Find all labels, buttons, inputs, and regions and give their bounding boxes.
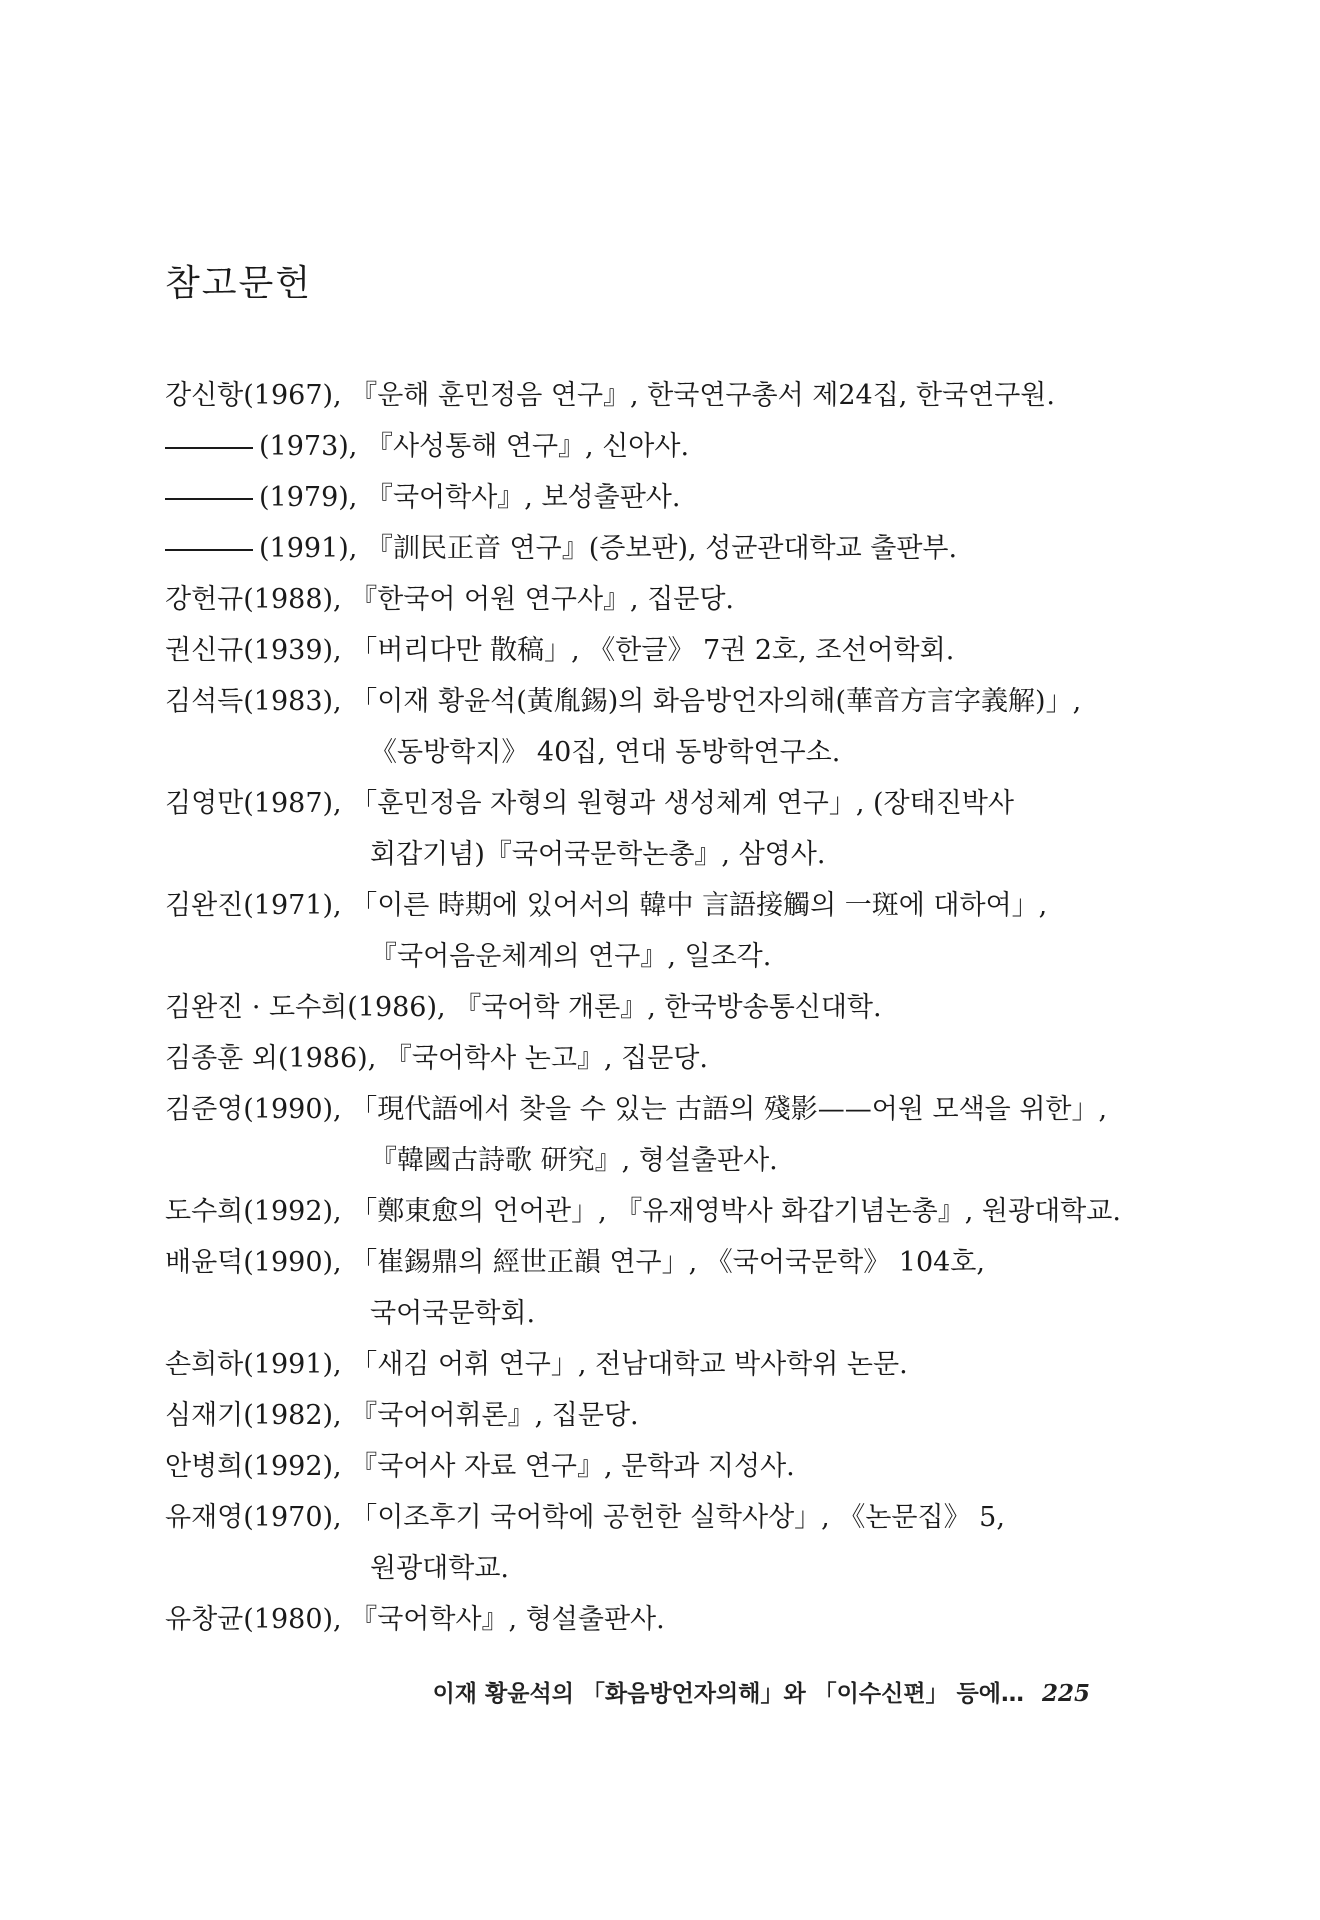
- reference-author-year: (1973),: [259, 431, 358, 462]
- reference-text: 『국어학사 논고』, 집문당.: [384, 1043, 708, 1074]
- reference-text: 『운해 훈민정음 연구』, 한국연구총서 제24집, 한국연구원.: [350, 380, 1055, 411]
- ditto-dash: [165, 447, 253, 449]
- reference-entry: [165, 523, 1125, 574]
- reference-text: 「이조후기 국어학에 공헌한 실학사상」, 《논문집》 5, 원광대학교.: [350, 1502, 1005, 1584]
- reference-entry: [165, 421, 1125, 472]
- reference-entry: [165, 1441, 1125, 1492]
- reference-text: 『사성통해 연구』, 신아사.: [365, 431, 690, 462]
- reference-text: 「鄭東愈의 언어관」, 『유재영박사 화갑기념논총』, 원광대학교.: [350, 1196, 1121, 1227]
- reference-author-year: (1979),: [259, 482, 358, 513]
- reference-text: 「훈민정음 자형의 원형과 생성체계 연구」, (장태진박사 회갑기념)『국어국문학논총』, 삼영사.: [350, 788, 1014, 870]
- reference-entry: [165, 1237, 1125, 1339]
- reference-text: 「이재 황윤석(黃胤錫)의 화음방언자의해(華音方言字義解)」, 《동방학지》 40집, 연대 동방학연구소.: [350, 686, 1082, 768]
- reference-entry: [165, 1084, 1125, 1186]
- reference-text: 「現代語에서 찾을 수 있는 古語의 殘影——어원 모색을 위한」, 『韓國古詩歌 研究』, 형설출판사.: [350, 1094, 1108, 1176]
- reference-author-year: 안병희(1992),: [165, 1451, 342, 1482]
- reference-list: [165, 370, 1125, 1645]
- reference-text: 『국어학사』, 형설출판사.: [350, 1604, 665, 1635]
- reference-author-year: 심재기(1982),: [165, 1400, 342, 1431]
- reference-author-year: 김준영(1990),: [165, 1094, 342, 1125]
- reference-text: 『국어어휘론』, 집문당.: [350, 1400, 639, 1431]
- reference-entry: [165, 1033, 1125, 1084]
- reference-text: 『국어학 개론』, 한국방송통신대학.: [454, 992, 882, 1023]
- reference-author-year: 유창균(1980),: [165, 1604, 342, 1635]
- reference-entry: [165, 1492, 1125, 1594]
- reference-author-year: 도수희(1992),: [165, 1196, 342, 1227]
- reference-text: 「버리다만 散稿」, 《한글》 7권 2호, 조선어학회.: [350, 635, 955, 666]
- reference-author-year: 배윤덕(1990),: [165, 1247, 342, 1278]
- reference-entry: [165, 370, 1125, 421]
- reference-text: 『국어학사』, 보성출판사.: [365, 482, 681, 513]
- reference-entry: [165, 1339, 1125, 1390]
- page-number: 225: [1041, 1680, 1090, 1707]
- reference-author-year: 강헌규(1988),: [165, 584, 342, 615]
- reference-author-year: 유재영(1970),: [165, 1502, 342, 1533]
- reference-author-year: 권신규(1939),: [165, 635, 342, 666]
- reference-entry: [165, 982, 1125, 1033]
- reference-entry: [165, 1390, 1125, 1441]
- reference-author-year: (1991),: [259, 533, 358, 564]
- reference-entry: [165, 472, 1125, 523]
- reference-author-year: 손희하(1991),: [165, 1349, 342, 1380]
- section-title: 참고문헌: [165, 263, 313, 304]
- reference-entry: [165, 574, 1125, 625]
- reference-text: 「이른 時期에 있어서의 韓中 言語接觸의 一斑에 대하여」, 『국어음운체계의 연구』, 일조각.: [350, 890, 1048, 972]
- reference-text: 「崔錫鼎의 經世正韻 연구」, 《국어국문학》 104호, 국어국문학회.: [350, 1247, 985, 1329]
- reference-author-year: 강신항(1967),: [165, 380, 342, 411]
- reference-entry: [165, 625, 1125, 676]
- ditto-dash: [165, 549, 253, 551]
- reference-entry: [165, 880, 1125, 982]
- reference-text: 『한국어 어원 연구사』, 집문당.: [350, 584, 735, 615]
- reference-author-year: 김완진(1971),: [165, 890, 342, 921]
- reference-author-year: 김영만(1987),: [165, 788, 342, 819]
- reference-entry: [165, 1186, 1125, 1237]
- reference-author-year: 김종훈 외(1986),: [165, 1043, 377, 1074]
- page-footer: [0, 1675, 1090, 1708]
- reference-text: 『訓民正音 연구』(증보판), 성균관대학교 출판부.: [365, 533, 958, 564]
- reference-author-year: 김석득(1983),: [165, 686, 342, 717]
- reference-author-year: 김완진 · 도수희(1986),: [165, 992, 446, 1023]
- reference-text: 「새김 어휘 연구」, 전남대학교 박사학위 논문.: [350, 1349, 908, 1380]
- reference-entry: [165, 676, 1125, 778]
- running-title: 이재 황윤석의 「화음방언자의해」와 「이수신편」 등에…: [432, 1681, 1024, 1707]
- reference-text: 『국어사 자료 연구』, 문학과 지성사.: [350, 1451, 795, 1482]
- reference-entry: [165, 1594, 1125, 1645]
- ditto-dash: [165, 498, 253, 500]
- reference-entry: [165, 778, 1125, 880]
